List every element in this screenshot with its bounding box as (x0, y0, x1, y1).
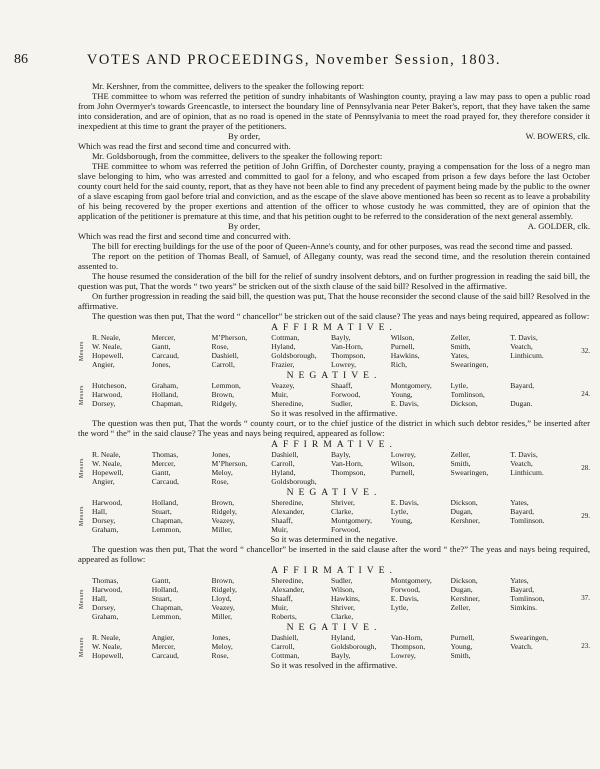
affirmative-heading: AFFIRMATIVE. (271, 439, 397, 450)
voter-name: Veatch, (510, 459, 533, 468)
paragraph-concurred-2: Which was read the first and second time and concurred with. (78, 231, 291, 241)
voter-name: Van-Horn, (331, 342, 363, 351)
voter-name: Alexander, (271, 585, 305, 594)
voter-name: Dickson, (450, 399, 478, 408)
voter-name: M’Pherson, (211, 459, 248, 468)
voter-name: Carroll, (271, 642, 295, 651)
voter-name: Jones, (211, 450, 231, 459)
voter-name: Bayly, (331, 333, 351, 342)
paragraph-question-3: The question was then put, That the word “ chancellor” be inserted in the said clause after the word “ the?” The yeas and nays being required, appeared as follow: (78, 544, 590, 564)
voter-name: Rich, (390, 360, 407, 369)
paragraph-insolvent-debtors: The house resumed the consideration of the bill for the relief of sundry insolvent debtors, and on further progression in reading the said bill, the question was put, That the words “ two years” be stricken out of the sixth clause of the said bill? Resolved in the affirmative. (78, 271, 590, 291)
voter-name: Swearingen, (450, 360, 489, 369)
voter-name: Harwood, (92, 498, 123, 507)
voter-name (391, 612, 451, 621)
voter-name: Holland, (151, 585, 179, 594)
page-header (14, 52, 574, 70)
voter-row (78, 390, 590, 399)
voter-name: R. Neale, (92, 450, 121, 459)
voter-name: Hopewell, (92, 651, 124, 660)
voter-name: Montgomery, (331, 516, 373, 525)
voter-name: Brown, (211, 390, 235, 399)
voter-name: Lemmon, (151, 612, 182, 621)
voter-name: Smith, (450, 459, 471, 468)
voter-name: Bayard, (510, 507, 535, 516)
voter-name: Dashiell, (271, 633, 299, 642)
voter-row (78, 576, 590, 585)
paragraph-goldsborough: Mr. Goldsborough, from the committee, delivers to the speaker the following report: (92, 151, 383, 161)
document-body (78, 81, 590, 670)
voter-name: Swearingen, (450, 468, 489, 477)
voter-row (78, 594, 590, 603)
voter-name: Young, (390, 516, 413, 525)
voter-name: Purnell, (390, 342, 415, 351)
voter-name: R. Neale, (92, 333, 121, 342)
voter-name: Lowrey, (331, 360, 357, 369)
voter-name: Graham, (92, 612, 119, 621)
affirmative-voters (78, 576, 590, 621)
voter-name: Linthicum. (510, 468, 544, 477)
voter-name: Brown, (211, 576, 235, 585)
voter-name: Rose, (211, 651, 229, 660)
voter-name: Thompson, (331, 468, 366, 477)
voter-name: Wilson, (390, 459, 415, 468)
voter-name: Dashiell, (211, 351, 239, 360)
voter-name: Graham, (151, 381, 179, 390)
affirmative-heading: AFFIRMATIVE. (271, 322, 397, 333)
voter-name: Stuart, (151, 507, 172, 516)
voter-name: Hutcheson, (92, 381, 127, 390)
voter-name: Alexander, (271, 507, 305, 516)
voter-name: Muir, (271, 603, 289, 612)
voter-name: Carroll, (211, 360, 235, 369)
voter-name: Goldsborough, (271, 351, 317, 360)
vote-result: So it was resolved in the affirmative. (270, 408, 398, 418)
voter-name: Lloyd, (211, 594, 232, 603)
by-order: By order, (228, 221, 261, 231)
voter-row (78, 507, 590, 516)
voter-row (78, 360, 590, 369)
voter-name: Dickson, (450, 576, 478, 585)
voter-name: T. Davis, (510, 333, 538, 342)
voter-row (78, 642, 590, 651)
voter-name: Ridgely, (211, 399, 237, 408)
messrs-label: Messrs (79, 458, 85, 479)
messrs-label: Messrs (79, 341, 85, 362)
voter-name: T. Davis, (510, 450, 538, 459)
voter-name: Holland, (151, 498, 179, 507)
voter-name (510, 525, 570, 534)
negative-voters (78, 498, 590, 534)
voter-name (331, 477, 391, 486)
vote-count: 24. (581, 390, 590, 398)
voter-name: Yates, (510, 498, 529, 507)
voter-name (510, 612, 570, 621)
voter-name: Goldsborough, (331, 642, 377, 651)
voter-row (78, 612, 590, 621)
voter-name: Clarke, (331, 612, 354, 621)
voter-name: E. Davis, (390, 498, 419, 507)
voter-name: Veazey, (211, 516, 235, 525)
voter-row (78, 651, 590, 660)
voter-name: W. Neale, (92, 642, 122, 651)
messrs-label: Messrs (79, 588, 85, 609)
voter-name: Bayly, (331, 450, 351, 459)
paragraph-reconsider: On further progression in reading the said bill, the question was put, That the house reconsider the second clause of the said bill? Resolved in the affirmative. (78, 291, 590, 311)
voter-name: Wilson, (390, 333, 415, 342)
voter-row (78, 399, 590, 408)
voter-row (78, 381, 590, 390)
voter-name: Forwood, (331, 390, 361, 399)
voter-name: Bayly, (331, 651, 351, 660)
voter-name: R. Neale, (92, 633, 121, 642)
voter-row (78, 477, 590, 486)
voter-name: Veazey, (211, 603, 235, 612)
page-number: 86 (14, 52, 28, 67)
voter-name: Meloy, (211, 468, 233, 477)
negative-heading: NEGATIVE. (286, 370, 382, 381)
voter-name: Sudler, (331, 576, 353, 585)
voter-row (78, 333, 590, 342)
voter-name: Thompson, (331, 351, 366, 360)
voter-name: Gantt, (151, 576, 171, 585)
voter-name: Tomlinson. (510, 516, 545, 525)
voter-name: Dashiell, (271, 450, 299, 459)
voter-name (451, 525, 511, 534)
voter-name: Jones, (151, 360, 171, 369)
affirmative-heading: AFFIRMATIVE. (271, 565, 397, 576)
voter-name: Lytle, (390, 507, 409, 516)
voter-name: Hawkins, (331, 594, 360, 603)
by-order: By order, (228, 131, 261, 141)
voter-name: Hyland, (331, 633, 356, 642)
clerk-name: W. BOWERS, clk. (525, 131, 590, 141)
voter-name: Thomas, (92, 576, 119, 585)
voter-name: Chapman, (151, 603, 183, 612)
voter-name: Shriver, (331, 498, 355, 507)
voter-name: Gantt, (151, 342, 171, 351)
voter-name: Angier, (92, 360, 115, 369)
clerk-name: A. GOLDER, clk. (527, 221, 590, 231)
voter-name: Kershner, (450, 516, 480, 525)
paragraph-queen-annes-bill: The bill for erecting buildings for the use of the poor of Queen-Anne's county, and for other purposes, was read the second time and passed. (92, 241, 573, 251)
voter-name: Thomas, (151, 450, 179, 459)
voter-name: Hall, (92, 594, 107, 603)
voter-name: Linthicum. (510, 351, 544, 360)
voter-name: Rose, (211, 477, 229, 486)
voter-row (78, 459, 590, 468)
voter-name: Montgomery, (390, 381, 432, 390)
voter-name: Smith, (450, 651, 471, 660)
voter-name (510, 477, 570, 486)
vote-count: 37. (581, 594, 590, 602)
voter-name: W. Neale, (92, 459, 122, 468)
voter-name: Young, (390, 390, 413, 399)
voter-name: M’Pherson, (211, 333, 248, 342)
voter-name: Tomlinson, (450, 390, 485, 399)
voter-name: Sheredine, (271, 498, 304, 507)
voter-name: Bayard, (510, 585, 535, 594)
voter-name: Lytle, (450, 381, 469, 390)
messrs-label: Messrs (79, 506, 85, 527)
report-griffin-petition: THE committee to whom was referred the petition of John Griffin, of Dorchester county, praying a compensation for the loss of a negro man slave belonging to him, who was arrested and committed to gaol for a felony, and who escaped from prison a few days before the last October county court held for the said county, report, that as they have not been able to find any precedent of payment being made by the public to the owner of a slave escaping from gaol before trial and conviction, and as the escape of the slave above mentioned has been so recent as to leave a probability of his being recovered by the proper exertions and attention of the officer to whose custody he was committed, they are of opinion that the application of the petitioner is premature at this time, and that his petition ought to be referred to the consideration of the next general assembly. (78, 161, 590, 221)
voter-name: Purnell, (450, 633, 475, 642)
voter-name: Yates, (510, 576, 529, 585)
vote-block-2 (78, 439, 590, 544)
voter-name: Harwood, (92, 585, 123, 594)
voter-name: Young, (450, 642, 473, 651)
voter-row (78, 525, 590, 534)
affirmative-voters (78, 450, 590, 486)
voter-name: Kershner, (450, 594, 480, 603)
voter-name: Lowrey, (390, 450, 416, 459)
voter-name: Forwood, (331, 525, 361, 534)
voter-name: Gantt, (151, 468, 171, 477)
voter-name: Dorsey, (92, 516, 116, 525)
voter-name: Montgomery, (390, 576, 432, 585)
voter-name: Sheredine, (271, 576, 304, 585)
voter-name: Miller, (211, 525, 233, 534)
voter-name: Veazey, (271, 381, 295, 390)
voter-name: Carcaud, (151, 351, 179, 360)
voter-name: Lytle, (390, 603, 409, 612)
voter-row (78, 351, 590, 360)
voter-name: Forwood, (390, 585, 421, 594)
voter-name (510, 390, 570, 399)
voter-name: Simkins. (510, 603, 538, 612)
voter-name: Tomlinson, (510, 594, 545, 603)
voter-name: Meloy, (211, 642, 233, 651)
voter-name: Holland, (151, 390, 179, 399)
voter-row (78, 468, 590, 477)
running-title: VOTES AND PROCEEDINGS, November Session, 1803. (86, 52, 502, 68)
voter-name: Chapman, (151, 399, 183, 408)
voter-row (78, 450, 590, 459)
voter-name: Dorsey, (92, 603, 116, 612)
voter-row (78, 516, 590, 525)
voter-name: Cottman, (271, 651, 300, 660)
voter-name: Smith, (450, 342, 471, 351)
vote-count: 23. (581, 642, 590, 650)
voter-name: Dorsey, (92, 399, 116, 408)
voter-name: Hyland, (271, 342, 296, 351)
voter-row (78, 498, 590, 507)
voter-name: Dugan. (510, 399, 533, 408)
voter-name (510, 360, 570, 369)
voter-name: Lemmon, (151, 525, 182, 534)
voter-name: Veatch. (510, 642, 533, 651)
voter-name: Shaaff, (271, 594, 293, 603)
negative-heading: NEGATIVE. (286, 622, 382, 633)
voter-name: Dickson, (450, 498, 478, 507)
voter-name: Shaaff, (271, 516, 293, 525)
voter-name (510, 651, 570, 660)
report-washington-road: THE committee to whom was referred the petition of sundry inhabitants of Washington county, praying a law may pass to open a public road from John Overmyer's towards Greencastle, to intersect the boundary line of Pennsylvania near Peter Baker's, report, that they have taken the same into consideration, and are of opinion, that as no road is opened in the state of Pennsylvania to meet the road prayed for, they therefore consider it inexpedient at this time to grant the prayer of the petitioners. (78, 91, 590, 131)
voter-name: Stuart, (151, 594, 172, 603)
signature-bowers (78, 131, 590, 141)
voter-name: Thompson, (390, 642, 426, 651)
vote-block-1 (78, 322, 590, 418)
voter-row (78, 585, 590, 594)
voter-name: Carroll, (271, 459, 295, 468)
voter-row (78, 342, 590, 351)
vote-block-3 (78, 565, 590, 670)
voter-name: Van-Horn, (331, 459, 363, 468)
voter-name: Chapman, (151, 516, 183, 525)
negative-voters (78, 633, 590, 660)
voter-name: Angier, (151, 633, 175, 642)
voter-name: Lowrey, (390, 651, 416, 660)
voter-name: Frazier, (271, 360, 295, 369)
voter-name: Shaaff, (331, 381, 353, 390)
voter-name: Mercer, (151, 459, 176, 468)
voter-name: Muir, (271, 390, 289, 399)
vote-count: 28. (581, 463, 590, 472)
voter-name (451, 477, 511, 486)
voter-name: Yates, (450, 351, 469, 360)
messrs-label: Messrs (79, 636, 85, 657)
voter-name: Sudler, (331, 399, 353, 408)
signature-golder (78, 221, 590, 231)
negative-voters (78, 381, 590, 408)
voter-name: Hopewell, (92, 351, 124, 360)
paragraph-question-1: The question was then put, That the word “ chancellor” be stricken out of the said clause? The yeas and nays being required, appeared as follow: (92, 311, 590, 321)
paragraph-kershner: Mr. Kershner, from the committee, delivers to the speaker the following report: (92, 81, 365, 91)
voter-name: Veatch, (510, 342, 533, 351)
voter-name: Shriver, (331, 603, 355, 612)
voter-name: Brown, (211, 498, 235, 507)
voter-name (391, 477, 451, 486)
voter-name: E. Davis, (390, 399, 419, 408)
voter-name: Hopewell, (92, 468, 124, 477)
vote-count: 29. (581, 511, 590, 520)
voter-name: Goldsborough, (271, 477, 317, 486)
vote-result: So it was resolved in the affirmative. (270, 660, 398, 670)
voter-name (391, 525, 451, 534)
vote-result: So it was determined in the negative. (270, 534, 398, 544)
voter-name: E. Davis, (390, 594, 419, 603)
voter-name: Jones, (211, 633, 231, 642)
voter-name: Hall, (92, 507, 107, 516)
messrs-label: Messrs (79, 384, 85, 405)
voter-name: Roberts, (271, 612, 297, 621)
voter-name: Ridgely, (211, 507, 237, 516)
voter-name: Dugan, (450, 507, 473, 516)
paragraph-question-2: The question was then put, That the words “ county court, or to the chief justice of the district in which such debtor resides,” be inserted after the word “ the” in the said clause? The yeas and nays being required, appeared as follow: (78, 418, 590, 438)
affirmative-voters (78, 333, 590, 369)
negative-heading: NEGATIVE. (286, 487, 382, 498)
voter-name: Lemmon, (211, 381, 241, 390)
paragraph-beall-petition: The report on the petition of Thomas Beall, of Samuel, of Allegany county, was read the second time, and the resolution therein contained assented to. (78, 251, 590, 271)
voter-name: Purnell, (390, 468, 415, 477)
voter-name: Mercer, (151, 642, 176, 651)
paragraph-concurred-1: Which was read the first and second time and concurred with. (78, 141, 291, 151)
voter-name: Bayard, (510, 381, 535, 390)
voter-row (78, 603, 590, 612)
voter-name: Swearingen, (510, 633, 548, 642)
voter-name: Cottman, (271, 333, 300, 342)
voter-name: Carcaud, (151, 651, 179, 660)
voter-name: Zeller, (450, 450, 471, 459)
voter-name: Miller, (211, 612, 233, 621)
voter-name: Sheredine, (271, 399, 304, 408)
voter-name: Zeller, (450, 333, 471, 342)
voter-name (451, 612, 511, 621)
voter-name: Carcaud, (151, 477, 179, 486)
voter-name: Clarke, (331, 507, 354, 516)
voter-name: Van-Horn, (390, 633, 423, 642)
vote-count: 32. (581, 346, 590, 355)
voter-name: Muir, (271, 525, 289, 534)
voter-name: Ridgely, (211, 585, 237, 594)
voter-name: Hyland, (271, 468, 296, 477)
voter-row (78, 633, 590, 642)
voter-name: Hawkins, (390, 351, 420, 360)
voter-name: Mercer, (151, 333, 176, 342)
voter-name: Wilson, (331, 585, 355, 594)
voter-name: Angier, (92, 477, 115, 486)
voter-name: Rose, (211, 342, 229, 351)
voter-name: W. Neale, (92, 342, 122, 351)
voter-name: Zeller, (450, 603, 471, 612)
voter-name: Graham, (92, 525, 119, 534)
voter-name: Harwood, (92, 390, 123, 399)
voter-name: Dugan, (450, 585, 473, 594)
